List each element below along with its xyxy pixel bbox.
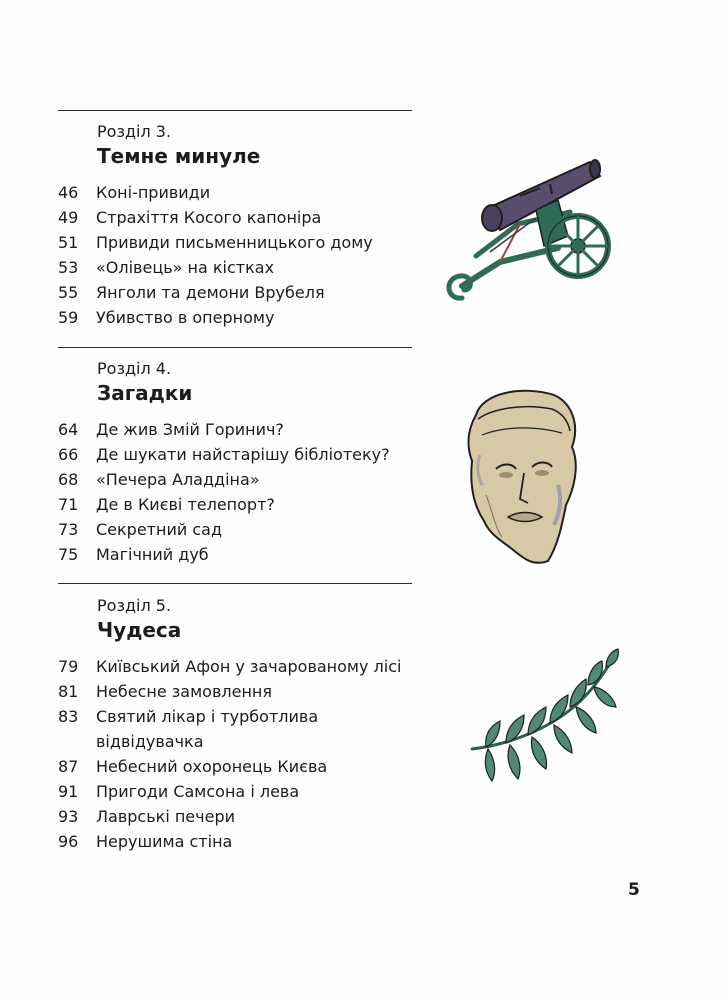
entry-page: 75 [58, 545, 79, 564]
entry-title: Де шукати найстарішу бібліотеку? [96, 445, 390, 464]
entry-page: 51 [58, 233, 79, 252]
entry-title: Небесне замовлення [96, 682, 272, 701]
entry-page: 64 [58, 420, 79, 439]
entry-page: 87 [58, 757, 79, 776]
entry-page: 55 [58, 283, 79, 302]
entry-title: Янголи та демони Врубеля [96, 283, 325, 302]
entry-title: Привиди письменницького дому [96, 233, 373, 252]
entry-page: 49 [58, 208, 79, 227]
entry-title: Нерушима стіна [96, 832, 233, 851]
section-4-label: Розділ 4. [97, 359, 172, 378]
section-3-label: Розділ 3. [97, 122, 172, 141]
entry-title: «Олівець» на кістках [96, 258, 275, 277]
section-3-rule [58, 110, 412, 111]
entry-page: 81 [58, 682, 79, 701]
entry-title: Святий лікар і турботлива [96, 707, 319, 726]
section-3-title: Темне минуле [97, 144, 261, 168]
laurel-branch-illustration [466, 645, 626, 800]
entry-title: Пригоди Самсона і лева [96, 782, 300, 801]
entry-title: Лаврські печери [96, 807, 235, 826]
section-4-rule [58, 347, 412, 348]
entry-page: 93 [58, 807, 79, 826]
entry-title: «Печера Аладдіна» [96, 470, 260, 489]
entry-page: 66 [58, 445, 79, 464]
page-number: 5 [628, 880, 640, 900]
entry-page: 83 [58, 707, 79, 726]
entry-title: Небесний охоронець Києва [96, 757, 328, 776]
entry-title: Страхіття Косого капоніра [96, 208, 322, 227]
stone-face-illustration [462, 385, 582, 570]
entry-title: Де в Києві телепорт? [96, 495, 275, 514]
entry-page: 73 [58, 520, 79, 539]
entry-page: 71 [58, 495, 79, 514]
section-5-rule [58, 583, 412, 584]
entry-title: Убивство в оперному [96, 308, 275, 327]
entry-title: Де жив Змій Горинич? [96, 420, 284, 439]
entry-page: 46 [58, 183, 79, 202]
entry-page: 59 [58, 308, 79, 327]
entry-page: 68 [58, 470, 79, 489]
entry-title: Магічний дуб [96, 545, 209, 564]
entry-title: Секретний сад [96, 520, 223, 539]
entry-page: 79 [58, 657, 79, 676]
entry-title: Київський Афон у зачарованому лісі [96, 657, 402, 676]
entry-page: 53 [58, 258, 79, 277]
entry-title-continued: відвідувачка [96, 732, 204, 751]
cannon-illustration [440, 150, 620, 320]
section-4-title: Загадки [97, 381, 193, 405]
entry-title: Коні-привиди [96, 183, 211, 202]
entry-page: 96 [58, 832, 79, 851]
entry-page: 91 [58, 782, 79, 801]
section-5-title: Чудеса [97, 618, 182, 642]
section-5-label: Розділ 5. [97, 596, 172, 615]
